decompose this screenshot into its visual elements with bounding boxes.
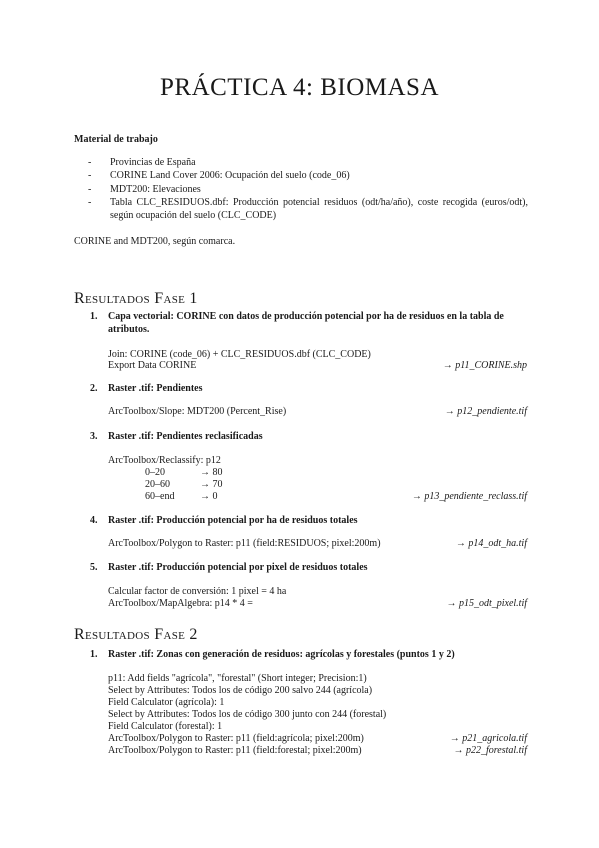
list-item: - MDT200: Elevaciones [88,183,201,195]
arrow-icon: → [200,491,210,502]
reclass-value: → 0 [200,491,218,502]
reclass-value: → 80 [200,467,223,478]
output-file: → p15_odt_pixel.tif [446,598,527,609]
output-file: → p14_odt_ha.tif [455,538,527,549]
arrow-icon: → [446,598,457,609]
item-line: ArcToolbox/Polygon to Raster: p11 (field:forestal; pixel:200m) [108,745,362,756]
section-heading-fase2: Resultados Fase 2 [74,626,198,643]
arrow-icon: → [200,467,210,478]
arrow-icon: → [449,733,460,744]
item-line: Export Data CORINE [108,360,197,371]
item-line: Field Calculator (agrícola): 1 [108,697,225,708]
item-line: Calcular factor de conversión: 1 pixel = 4 ha [108,586,287,597]
item-line: ArcToolbox/Reclassify: p12 [108,455,221,466]
item-line: ArcToolbox/Polygon to Raster: p11 (field:RESIDUOS; pixel:200m) [108,538,381,549]
item-line: Join: CORINE (code_06) + CLC_RESIDUOS.dbf (CLC_CODE) [108,349,371,360]
reclass-range: 0–20 [145,467,165,478]
section-heading-fase1: Resultados Fase 1 [74,290,198,307]
item-line: Select by Attributes: Todos los de código 300 junto con 244 (forestal) [108,709,387,720]
item-title: Raster .tif: Zonas con generación de residuos: agrícolas y forestales (puntos 1 y 2) [108,649,455,660]
item-line: ArcToolbox/MapAlgebra: p14 * 4 = [108,598,253,609]
material-heading: Material de trabajo [74,134,158,145]
arrow-icon: → [442,360,453,371]
item-title: Raster .tif: Producción potencial por pixel de residuos totales [108,562,368,573]
item-title: Capa vectorial: CORINE con datos de producción potencial por ha de residuos en la tabla de atributos. [108,311,504,335]
arrow-icon: → [453,745,464,756]
output-file: → p11_CORINE.shp [442,360,527,371]
item-number: 2. [90,383,98,394]
item-title: Raster .tif: Producción potencial por ha de residuos totales [108,515,358,526]
material-note: CORINE and MDT200, según comarca. [74,236,236,247]
item-number: 1. [90,649,98,660]
item-number: 3. [90,431,98,442]
arrow-icon: → [444,406,455,417]
reclass-range: 20–60 [145,479,170,490]
item-title: Raster .tif: Pendientes reclasificadas [108,431,263,442]
output-file: → p22_forestal.tif [453,745,527,756]
item-number: 1. [90,311,98,322]
output-file: → p21_agricola.tif [449,733,527,744]
list-item: - Provincias de España [88,157,196,168]
output-file: → p13_pendiente_reclass.tif [411,491,527,502]
item-line: ArcToolbox/Polygon to Raster: p11 (field:agrícola; pixel:200m) [108,733,364,744]
reclass-value: → 70 [200,479,223,490]
arrow-icon: → [411,491,422,502]
item-number: 5. [90,562,98,573]
item-line: Select by Attributes: Todos los de código 200 salvo 244 (agrícola) [108,685,373,696]
reclass-range: 60–end [145,491,175,502]
item-line: p11: Add fields "agrícola", "forestal" (Short integer; Precision:1) [108,673,367,684]
item-line: Field Calculator (forestal): 1 [108,721,223,732]
item-number: 4. [90,515,98,526]
list-item: - Tabla CLC_RESIDUOS.dbf: Producción potencial residuos (odt/ha/año), coste recogida (euros/odt), según ocupación del suelo (CLC_CODE) [88,196,528,222]
output-file: → p12_pendiente.tif [444,406,527,417]
arrow-icon: → [455,538,466,549]
list-item: - CORINE Land Cover 2006: Ocupación del suelo (code_06) [88,170,350,182]
item-line: ArcToolbox/Slope: MDT200 (Percent_Rise) [108,406,287,417]
page-title: PRÁCTICA 4: BIOMASA [160,74,439,101]
material-list [88,156,528,222]
arrow-icon: → [200,479,210,490]
item-title: Raster .tif: Pendientes [108,383,203,394]
